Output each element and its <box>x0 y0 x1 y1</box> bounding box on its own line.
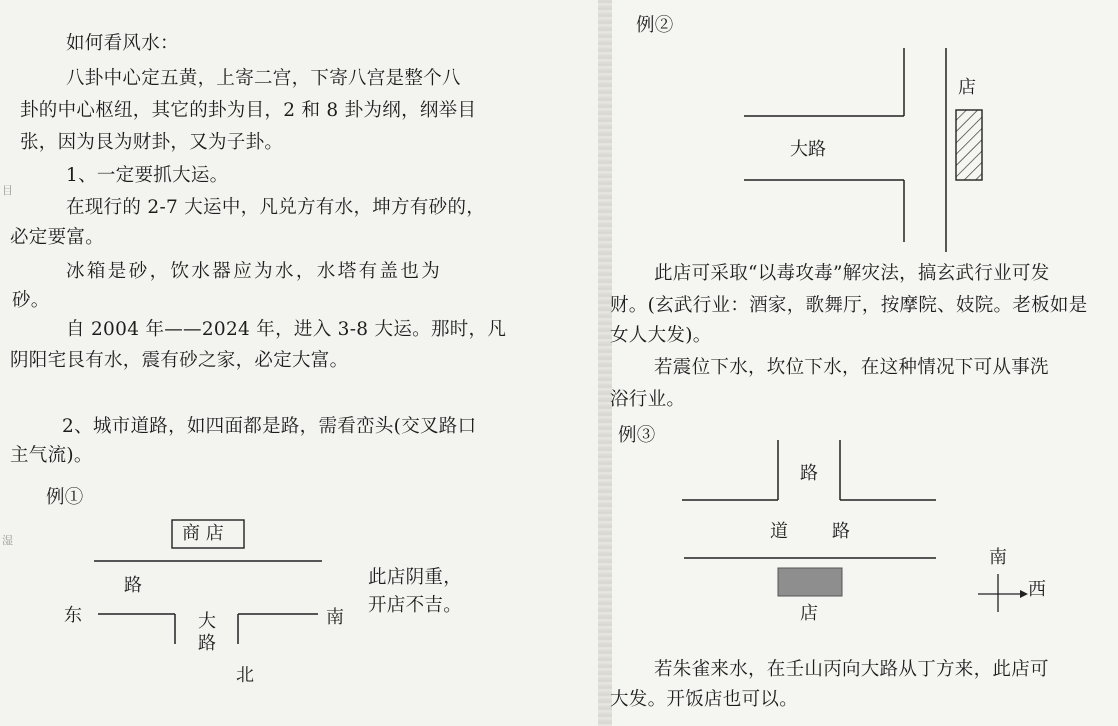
bleed-through-mark: 湿 <box>2 534 13 547</box>
section-heading: 如何看风水： <box>66 33 179 54</box>
paragraph-line: 在现行的 2-7 大运中，凡兑方有水，坤方有砂的， <box>66 197 486 218</box>
example-label: 例③ <box>618 425 656 446</box>
shop-block <box>778 568 842 596</box>
paragraph-line: 若震位下水，坎位下水，在这种情况下可从事洗 <box>654 357 1049 378</box>
paragraph-line: 八卦中心定五黄，上寄二宫，下寄八宫是整个八 <box>66 68 461 89</box>
main-road-label: 大路 <box>790 139 826 160</box>
paragraph-line: 砂。 <box>12 290 50 311</box>
right-page <box>612 0 1118 726</box>
paragraph-line: 财。(玄武行业：酒家，歌舞厅，按摩院、妓院。老板如是 <box>610 295 1088 316</box>
paragraph-line: 冰箱是砂，饮水器应为水，水塔有盖也为 <box>66 261 443 282</box>
road-label-char: 道 <box>770 521 788 542</box>
page-gutter <box>598 0 612 726</box>
paragraph-line: 女人大发)。 <box>610 325 712 346</box>
paragraph-line: 若朱雀来水，在壬山丙向大路从丁方来，此店可 <box>654 659 1049 680</box>
example-label: 例② <box>636 15 674 36</box>
compass-south-label: 南 <box>989 547 1007 568</box>
shop-label: 店 <box>800 603 818 624</box>
diagram-note-line: 此店阴重， <box>368 567 463 588</box>
bleed-through-mark: 目 <box>2 184 13 197</box>
intersection-diagram-3 <box>612 0 1118 726</box>
paragraph-line: 主气流)。 <box>10 445 93 466</box>
paragraph-line: 张，因为艮为财卦，又为子卦。 <box>20 132 284 153</box>
paragraph-line: 大发。开饭店也可以。 <box>610 689 799 710</box>
shop-label: 店 <box>958 77 976 98</box>
paragraph-line: 卦的中心枢纽，其它的卦为目，2 和 8 卦为纲，纲举目 <box>20 100 477 121</box>
paragraph-line: 必定要富。 <box>10 227 105 248</box>
paragraph-line: 自 2004 年——2024 年，进入 3-8 大运。那时，凡 <box>66 319 507 340</box>
item-title: 2、城市道路，如四面都是路，需看峦头(交叉路口 <box>62 416 477 437</box>
main-road-char: 路 <box>198 633 216 654</box>
direction-east-label: 东 <box>64 605 82 626</box>
road-label: 路 <box>124 575 142 596</box>
main-road-char: 大 <box>198 611 216 632</box>
road-label-char: 路 <box>832 521 850 542</box>
direction-north-label: 北 <box>236 665 254 686</box>
compass-west-label: 西 <box>1028 579 1046 600</box>
road-label: 路 <box>800 463 818 484</box>
item-title: 1、一定要抓大运。 <box>66 165 229 186</box>
paragraph-line: 浴行业。 <box>610 389 686 410</box>
paragraph-line: 阴阳宅艮有水，震有砂之家，必定大富。 <box>10 350 349 371</box>
compass-arrow-icon <box>1020 590 1028 598</box>
direction-south-label: 南 <box>326 607 344 628</box>
diagram-note-line: 开店不吉。 <box>368 595 463 616</box>
paragraph-line: 此店可采取“以毒攻毒”解灾法，搞玄武行业可发 <box>654 263 1050 284</box>
example-label: 例① <box>46 487 84 508</box>
shop-label: 商 店 <box>182 523 224 544</box>
